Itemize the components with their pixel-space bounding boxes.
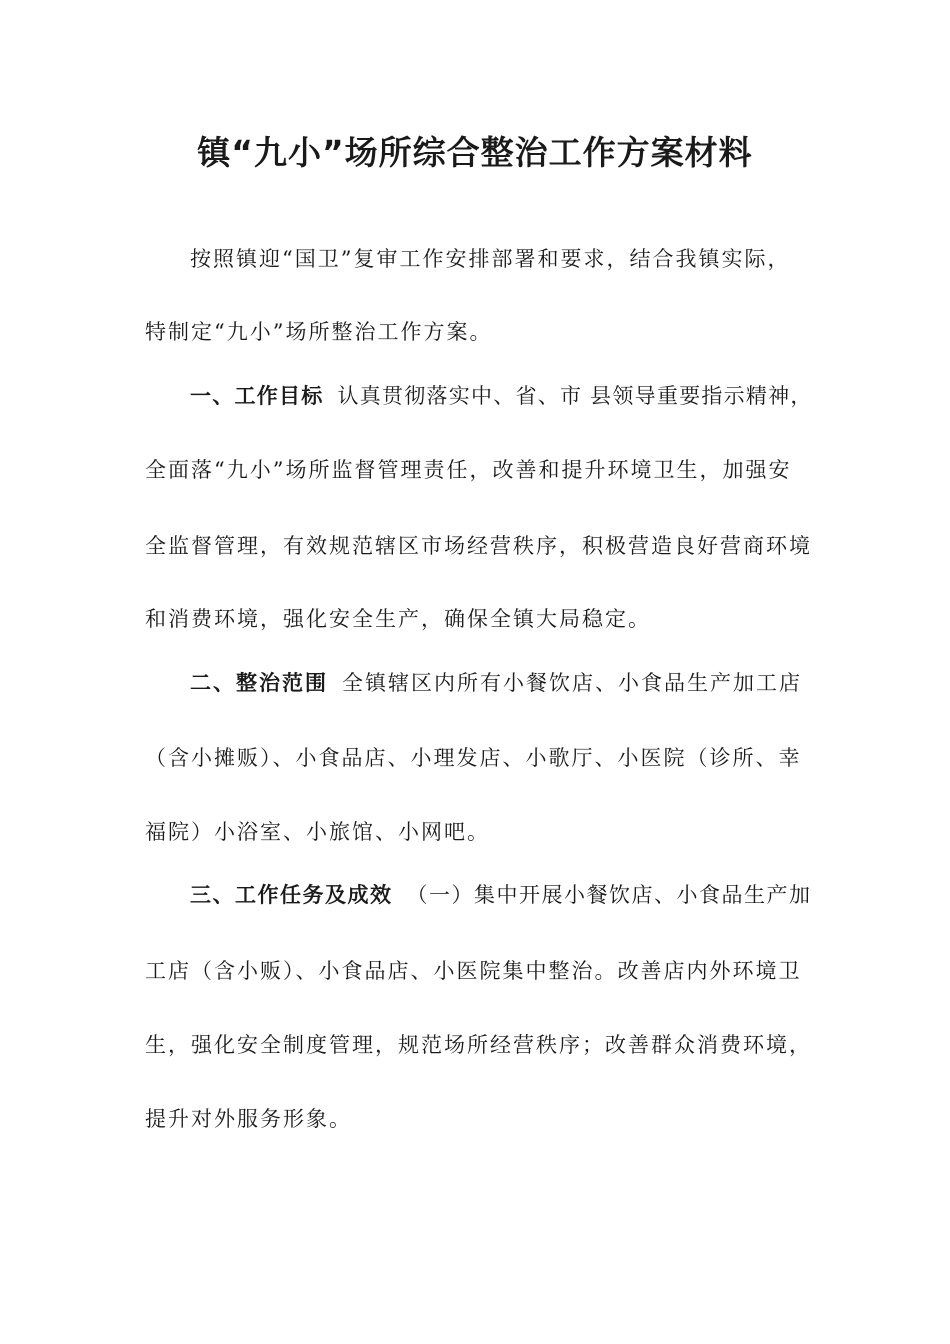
section-3-line-2: 工店（含小贩）、小食品店、小医院集中整治。改善店内外环境卫 [145,959,802,983]
section-1-line-2: 全面落“九小”场所监督管理责任，改善和提升环境卫生，加强安 [145,458,792,482]
section-2-text: 全镇辖区内所有小餐饮店、小食品生产加工店 [342,671,802,695]
section-1-heading: 一、工作目标 [190,384,324,408]
intro-line-1: 按照镇迎“国卫”复审工作安排部署和要求，结合我镇实际， [190,247,791,271]
section-1-line-3: 全监督管理，有效规范辖区市场经营秩序，积极营造良好营商环境 [145,534,812,558]
section-1-first-line [190,381,813,411]
section-2-line-3: 福院）小浴室、小旅馆、小网吧。 [145,820,490,844]
intro-line-2: 特制定“九小”场所整治工作方案。 [145,320,493,344]
section-3-text: （一）集中开展小餐饮店、小食品生产加 [406,883,812,907]
section-2-heading: 二、整治范围 [190,671,328,695]
section-1-line-4: 和消费环境，强化安全生产，确保全镇大局稳定。 [145,607,651,631]
section-3-line-3: 生，强化安全制度管理，规范场所经营秩序；改善群众消费环境， [145,1033,812,1057]
section-3-line-4: 提升对外服务形象。 [145,1107,352,1131]
section-3-heading: 三、工作任务及成效 [190,883,393,907]
document-title: 镇“九小”场所综合整治工作方案材料 [197,133,753,172]
section-2-first-line [190,668,802,698]
section-1-text: 认真贯彻落实中、省、市 县领导重要指示精神， [337,384,813,408]
section-2-line-2: （含小摊贩）、小食品店、小理发店、小歌厅、小医院（诊所、幸 [145,746,802,770]
section-3-first-line [190,880,812,910]
